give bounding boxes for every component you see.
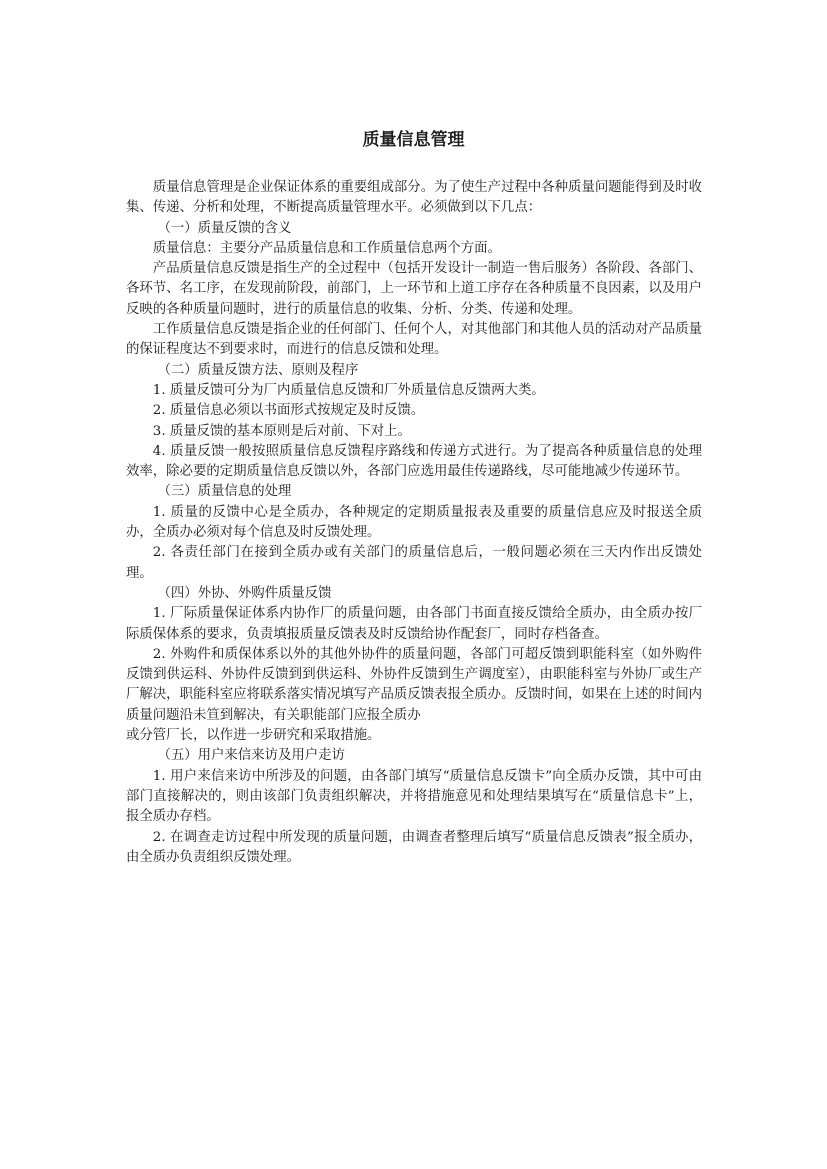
section-heading: （三）质量信息的处理	[157, 484, 292, 500]
paragraph: 2. 各责任部门在接到全质办或有关部门的质量信息后，一般问题必须在三天内作出反馈处理。	[126, 545, 702, 581]
paragraph: 1. 用户来信来访中所涉及的问题，由各部门填写“质量信息反馈卡”向全质办反馈，其中可由部门直接解决的，则由该部门负责组织解决，并将措施意见和处理结果填写在“质量信息卡”上，报全质办存档。	[126, 768, 702, 825]
paragraph: 1. 质量的反馈中心是全质办，各种规定的定期质量报表及重要的质量信息应及时报送全质办，全质办必须对每个信息及时反馈处理。	[126, 504, 702, 541]
paragraph: 3. 质量反馈的基本原则是后对前、下对上。	[152, 423, 411, 439]
paragraph: 1. 厂际质量保证体系内协作厂的质量问题，由各部门书面直接反馈给全质办，由全质办按厂际质保体系的要求，负责填报质量反馈表及时反馈给协作配套厂，同时存档备查。	[126, 606, 702, 642]
paragraph: 工作质量信息反馈是指企业的任何部门、任何个人，对其他部门和其他人员的活动对产品质量的保证程度达不到要求时，而进行的信息反馈和处理。	[126, 322, 702, 358]
section-heading: （二）质量反馈方法、原则及程序	[157, 362, 359, 378]
paragraph: 2. 在调查走访过程中所发现的质量问题，由调查者整理后填写“质量信息反馈表”报全质办，由全质办负责组织反馈处理。	[126, 829, 702, 865]
section-heading: （一）质量反馈的含义	[157, 220, 292, 236]
paragraph: 2. 外购件和质保体系以外的其他外协件的质量问题，各部门可超反馈到职能科室（如外购件反馈到供运科、外协件反馈到到供运科、外协件反馈到生产调度室），由职能科室与外协厂或生产厂解决，职能科室应将联系落实情况填写产品质反馈表报全质办。反馈时间，如果在上述的时间内质量问题沿未笪到解决，有关职能部门应报全质办	[126, 646, 702, 723]
section-heading: （五）用户来信来访及用户走访	[157, 748, 345, 764]
paragraph: 产品质量信息反馈是指生产的全过程中（包括开发设计一制造一售后服务）各阶段、各部门、各环节、名工序，在发现前阶段，前部门，上一环节和上道工序存在各种质量不良因素，以及用户反映的各种质量问题时，进行的质量信息的收集、分析、分类、传递和处理。	[126, 261, 702, 317]
paragraph: 质量信息管理是企业保证体系的重要组成部分。为了使生产过程中各种质量问题能得到及时收集、传递、分析和处理，不断提高质量管理水平。必须做到以下几点：	[126, 180, 702, 216]
paragraph-continuation: 或分管厂长，以作进一步研究和采取措施。	[126, 728, 381, 744]
paragraph: 1. 质量反馈可分为厂内质量信息反馈和厂外质量信息反馈两大类。	[152, 382, 545, 398]
paragraph: 质量信息：主要分产品质量信息和工作质量信息两个方面。	[152, 240, 501, 256]
document-body	[126, 178, 702, 868]
document-title: 质量信息管理	[362, 130, 465, 150]
paragraph: 4. 质量反馈一般按照质量信息反馈程序路线和传递方式进行。为了提高各种质量信息的处理效率，除必要的定期质量信息反馈以外，各部门应选用最佳传递路线，尽可能地减少传递环节。	[126, 443, 702, 480]
section-heading: （四）外协、外购件质量反馈	[157, 585, 332, 601]
paragraph: 2. 质量信息必须以书面形式按规定及时反馈。	[152, 403, 425, 419]
